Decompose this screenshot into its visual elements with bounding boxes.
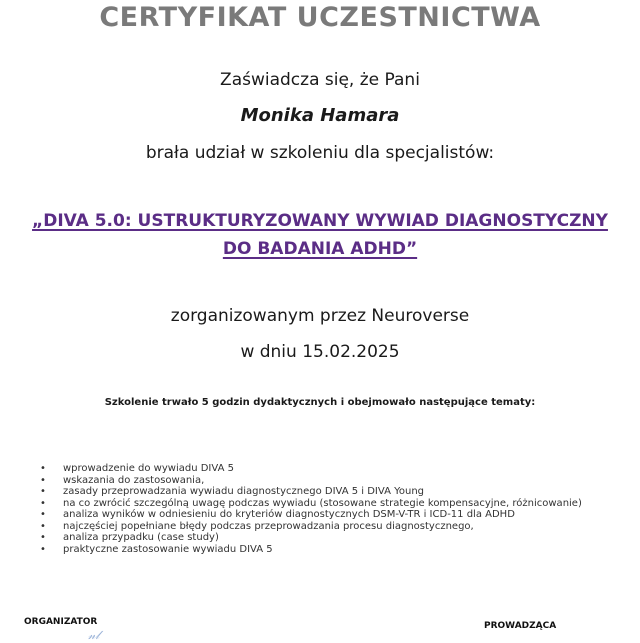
bullet-icon: • xyxy=(40,543,46,555)
training-summary: Szkolenie trwało 5 godzin dydaktycznych i obejmowało następujące tematy: xyxy=(104,397,536,408)
bullet-icon: • xyxy=(40,474,46,486)
bullet-icon: • xyxy=(40,486,46,497)
instructor-label: PROWADZĄCA xyxy=(484,621,557,631)
bullet-icon: • xyxy=(40,463,46,474)
list-item: • wprowadzenie do wywiadu DIVA 5 xyxy=(40,463,234,474)
certificate-title: CERTYFIKAT UCZESTNICTWA xyxy=(99,2,541,33)
course-title-line2: DO BADANIA ADHD” xyxy=(222,239,418,259)
organizer-text: zorganizowanym przez Neuroverse xyxy=(170,306,470,326)
signature-icon: 𝓃𝓁 xyxy=(88,628,100,642)
list-item: • na co zwrócić szczególną uwagę podczas wywiadu (stosowane strategie kompensacyjne, różnicowanie) xyxy=(40,497,582,509)
organizer-label: ORGANIZATOR xyxy=(24,617,98,627)
list-item: • analiza wyników w odniesieniu do kryteriów diagnostycznych DSM-V-TR i ICD-11 dla ADHD xyxy=(40,509,515,520)
bullet-icon: • xyxy=(40,532,46,543)
bullet-icon: • xyxy=(40,520,46,532)
course-title-line1: „DIVA 5.0: USTRUKTURYZOWANY WYWIAD DIAGNOSTYCZNY xyxy=(32,211,608,231)
list-item: • wskazania do zastosowania, xyxy=(40,474,205,486)
bullet-icon: • xyxy=(40,497,46,509)
intro-text: Zaświadcza się, że Pani xyxy=(220,70,420,90)
list-item: • zasady przeprowadzania wywiadu diagnostycznego DIVA 5 i DIVA Young xyxy=(40,486,425,497)
bullet-icon: • xyxy=(40,509,46,520)
topics-list xyxy=(28,463,582,555)
list-item: • praktyczne zastosowanie wywiadu DIVA 5 xyxy=(40,543,273,555)
list-item: • najczęściej popełniane błędy podczas przeprowadzania procesu diagnostycznego, xyxy=(40,520,474,532)
participation-text: brała udział w szkoleniu dla specjalistów: xyxy=(145,143,495,163)
course-title xyxy=(20,207,620,263)
list-item: • analiza przypadku (case study) xyxy=(40,532,219,543)
participant-name: Monika Hamara xyxy=(240,105,400,126)
date-text: w dniu 15.02.2025 xyxy=(240,342,400,362)
